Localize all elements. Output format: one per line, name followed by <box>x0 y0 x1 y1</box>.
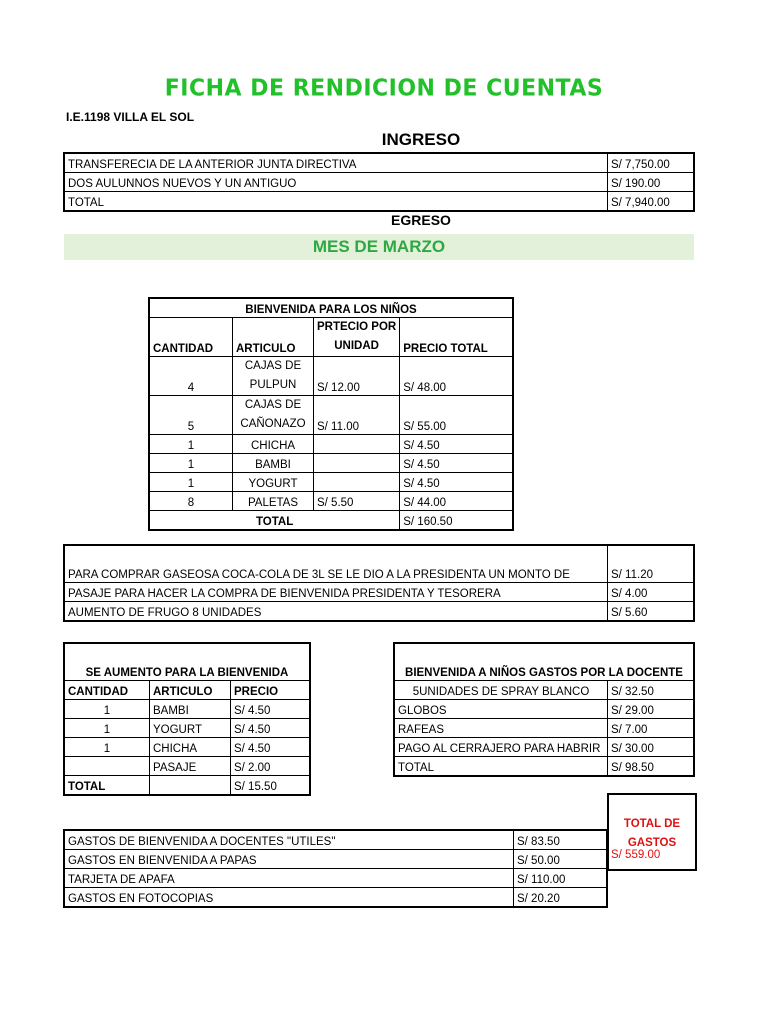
school-name: I.E.1198 VILLA EL SOL <box>66 110 195 124</box>
table-row <box>64 719 310 738</box>
ingreso-total-amount: S/ 7,940.00 <box>608 192 695 212</box>
otros-label: GASTOS DE BIENVENIDA A DOCENTES "UTILES" <box>64 830 514 850</box>
table-row <box>64 830 607 850</box>
table-row <box>64 602 694 622</box>
bienvenida-title: BIENVENIDA PARA LOS NIÑOS <box>149 298 513 318</box>
otros-amount: S/ 20.20 <box>514 888 608 908</box>
cell-articulo: CHICHA <box>233 435 314 454</box>
aumento-total-empty <box>150 776 231 796</box>
table-row <box>149 492 513 511</box>
bienvenida-total-amount: S/ 160.50 <box>400 511 513 531</box>
cell-precio: S/ 4.50 <box>231 738 311 757</box>
table-row <box>64 192 694 212</box>
cell-articulo: BAMBI <box>150 700 231 719</box>
table-row <box>64 643 310 681</box>
table-row <box>394 643 694 681</box>
otros-table <box>63 829 608 908</box>
docente-total-amount: S/ 98.50 <box>608 757 695 777</box>
header-precio: PRECIO <box>231 681 311 700</box>
extra-amount: S/ 11.20 <box>608 545 695 583</box>
header-articulo: ARTICULO <box>233 318 314 357</box>
cell-total: S/ 55.00 <box>400 396 513 435</box>
month-banner: MES DE MARZO <box>64 234 694 260</box>
docente-amount: S/ 7.00 <box>608 719 695 738</box>
extra-label: AUMENTO DE FRUGO 8 UNIDADES <box>64 602 608 622</box>
bienvenida-total-label: TOTAL <box>149 511 400 531</box>
table-row <box>149 454 513 473</box>
total-gastos-label-line1: TOTAL DE <box>623 818 681 830</box>
aumento-title: SE AUMENTO PARA LA BIENVENIDA <box>64 643 310 681</box>
table-row <box>394 681 694 700</box>
cell-articulo <box>233 357 314 396</box>
docente-label: RAFEAS <box>394 719 608 738</box>
cell-unit: S/ 5.50 <box>314 492 400 511</box>
cell-total: S/ 44.00 <box>400 492 513 511</box>
table-row <box>149 435 513 454</box>
header-cantidad: CANTIDAD <box>149 318 233 357</box>
ingreso-table <box>63 152 695 212</box>
table-row <box>149 357 513 396</box>
otros-amount: S/ 83.50 <box>514 830 608 850</box>
extra-label: PARA COMPRAR GASEOSA COCA-COLA DE 3L SE LE DIO A LA PRESIDENTA UN MONTO DE <box>64 545 608 583</box>
egreso-heading: EGRESO <box>391 212 451 228</box>
table-row <box>64 850 607 869</box>
cell-cantidad: 1 <box>64 700 150 719</box>
header-precio-unidad-line2: UNIDAD <box>334 340 379 352</box>
aumento-total-amount: S/ 15.50 <box>231 776 311 796</box>
cell-articulo-line2: PULPUN <box>249 379 297 391</box>
table-row <box>394 719 694 738</box>
table-row <box>64 173 694 192</box>
cell-articulo: YOGURT <box>233 473 314 492</box>
cell-cantidad: 4 <box>149 357 233 396</box>
cell-articulo: CHICHA <box>150 738 231 757</box>
total-gastos-label-line2: GASTOS <box>627 837 677 849</box>
cell-cantidad: 5 <box>149 396 233 435</box>
otros-amount: S/ 50.00 <box>514 850 608 869</box>
table-row <box>64 757 310 776</box>
cell-articulo: BAMBI <box>233 454 314 473</box>
table-row <box>149 396 513 435</box>
otros-label: GASTOS EN BIENVENIDA A PAPAS <box>64 850 514 869</box>
ingreso-amount: S/ 190.00 <box>608 173 695 192</box>
table-row <box>64 888 607 908</box>
cell-unit: S/ 12.00 <box>314 357 400 396</box>
extra-amount: S/ 5.60 <box>608 602 695 622</box>
cell-total: S/ 4.50 <box>400 435 513 454</box>
aumento-table <box>63 642 311 796</box>
table-row <box>64 738 310 757</box>
table-header-row <box>64 681 310 700</box>
bienvenida-table <box>148 297 514 531</box>
table-row <box>394 738 694 757</box>
cell-precio: S/ 4.50 <box>231 700 311 719</box>
table-total-row <box>149 511 513 531</box>
document-title: FICHA DE RENDICION DE CUENTAS <box>164 75 604 102</box>
cell-cantidad: 8 <box>149 492 233 511</box>
docente-table <box>393 642 695 777</box>
cell-cantidad: 1 <box>64 738 150 757</box>
total-gastos-amount: S/ 559.00 <box>611 849 661 861</box>
cell-unit: S/ 11.00 <box>314 396 400 435</box>
cell-unit <box>314 435 400 454</box>
header-precio-unidad-line1: PRTECIO POR <box>317 321 397 333</box>
otros-label: GASTOS EN FOTOCOPIAS <box>64 888 514 908</box>
table-row <box>394 700 694 719</box>
ingreso-total-label: TOTAL <box>64 192 608 212</box>
header-articulo: ARTICULO <box>150 681 231 700</box>
cell-articulo: PASAJE <box>150 757 231 776</box>
extras-table <box>63 544 695 622</box>
header-cantidad: CANTIDAD <box>64 681 150 700</box>
cell-cantidad: 1 <box>149 473 233 492</box>
extra-amount: S/ 4.00 <box>608 583 695 602</box>
cell-articulo-line1: CAJAS DE <box>244 360 302 372</box>
table-header-row <box>149 318 513 357</box>
cell-articulo <box>233 396 314 435</box>
extra-label: PASAJE PARA HACER LA COMPRA DE BIENVENIDA PRESIDENTA Y TESORERA <box>64 583 608 602</box>
docente-total-label: TOTAL <box>394 757 608 777</box>
total-gastos-box <box>607 793 697 871</box>
docente-label: 5UNIDADES DE SPRAY BLANCO <box>394 681 608 700</box>
aumento-total-label: TOTAL <box>64 776 150 796</box>
header-precio-total: PRECIO TOTAL <box>400 318 513 357</box>
cell-unit <box>314 473 400 492</box>
ingreso-amount: S/ 7,750.00 <box>608 153 695 173</box>
cell-cantidad: 1 <box>149 435 233 454</box>
table-row <box>149 298 513 318</box>
header-precio-unidad <box>314 318 400 357</box>
cell-cantidad <box>64 757 150 776</box>
docente-amount: S/ 30.00 <box>608 738 695 757</box>
table-total-row <box>394 757 694 777</box>
docente-label: PAGO AL CERRAJERO PARA HABRIR <box>394 738 608 757</box>
cell-articulo-line1: CAJAS DE <box>244 399 302 411</box>
cell-total: S/ 4.50 <box>400 473 513 492</box>
table-row <box>64 153 694 173</box>
cell-cantidad: 1 <box>64 719 150 738</box>
docente-label: GLOBOS <box>394 700 608 719</box>
cell-precio: S/ 4.50 <box>231 719 311 738</box>
otros-amount: S/ 110.00 <box>514 869 608 888</box>
cell-articulo: PALETAS <box>233 492 314 511</box>
ingreso-label: DOS AULUNNOS NUEVOS Y UN ANTIGUO <box>64 173 608 192</box>
ingreso-label: TRANSFERECIA DE LA ANTERIOR JUNTA DIRECTIVA <box>64 153 608 173</box>
table-row <box>64 700 310 719</box>
table-row <box>64 545 694 583</box>
table-row <box>149 473 513 492</box>
cell-cantidad: 1 <box>149 454 233 473</box>
total-gastos-label <box>609 815 695 853</box>
table-row <box>64 869 607 888</box>
cell-articulo-line2: CAÑONAZO <box>240 418 306 430</box>
cell-precio: S/ 2.00 <box>231 757 311 776</box>
docente-title: BIENVENIDA A NIÑOS GASTOS POR LA DOCENTE <box>394 643 694 681</box>
table-row <box>64 583 694 602</box>
cell-unit <box>314 454 400 473</box>
docente-amount: S/ 29.00 <box>608 700 695 719</box>
otros-label: TARJETA DE APAFA <box>64 869 514 888</box>
cell-total: S/ 48.00 <box>400 357 513 396</box>
table-total-row <box>64 776 310 796</box>
ingreso-heading: INGRESO <box>381 130 461 149</box>
cell-articulo: YOGURT <box>150 719 231 738</box>
cell-total: S/ 4.50 <box>400 454 513 473</box>
docente-amount: S/ 32.50 <box>608 681 695 700</box>
